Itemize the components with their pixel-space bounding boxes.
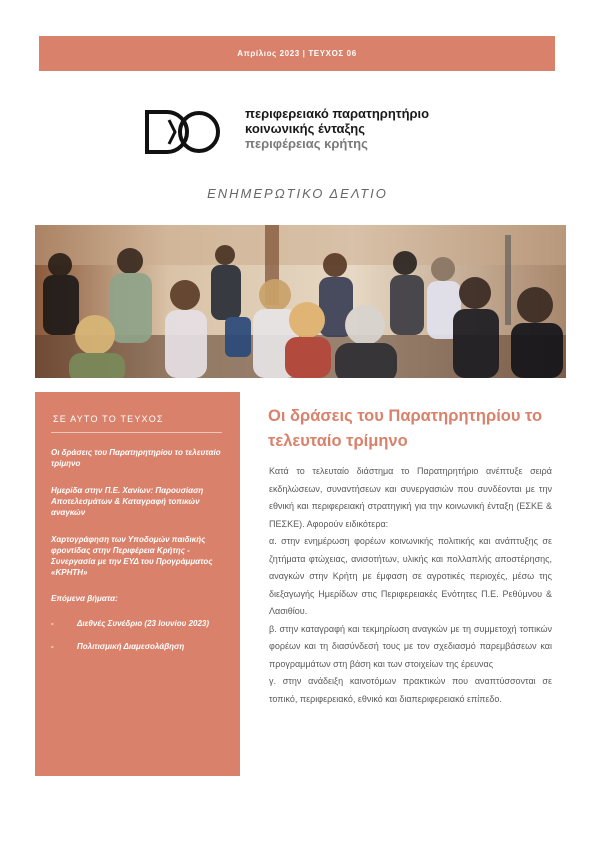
sidebar-item: Χαρτογράφηση των Υποδομών παιδικής φροντίδας στην Περιφέρεια Κρήτης - Συνεργασία με την ΕΥΔ του Προγράμματος «ΚΡΗΤΗ» — [51, 535, 213, 577]
article-title: Οι δράσεις του Παρατηρητηρίου το τελευταίο τρίμηνο — [268, 407, 543, 450]
bullet-dash-icon: - — [51, 642, 54, 651]
logo-text — [245, 106, 429, 151]
event-photo — [35, 225, 566, 378]
logo-line-3: περιφέρειας κρήτης — [245, 136, 368, 151]
logo-line-2: κοινωνικής ένταξης — [245, 121, 366, 136]
newsletter-subtitle: ΕΝΗΜΕΡΩΤΙΚΟ ΔΕΛΤΙΟ — [207, 186, 388, 201]
article-body — [269, 463, 552, 708]
issue-header-bar — [39, 36, 555, 71]
next-step-text: Πολιτισμική Διαμεσολάβηση — [77, 642, 185, 651]
sidebar-title: ΣΕ ΑΥΤΟ ΤΟ ΤΕΥΧΟΣ — [53, 414, 164, 424]
next-step-item — [51, 642, 222, 651]
bullet-dash-icon: - — [51, 619, 54, 628]
logo-mark-icon — [145, 110, 221, 154]
article-point-b: β. στην καταγραφή και τεκμηρίωση αναγκών με τη συμμετοχή τοπικών φορέων και τη διασύνδεσή τους με τον σχεδιασμό παρεμβάσεων και προγραμμάτων στη βάση και των στοιχείων της έρευνας — [269, 623, 552, 669]
issue-line: Απρίλιος 2023 | ΤΕΥΧΟΣ 06 — [237, 49, 357, 58]
sidebar-divider — [51, 432, 222, 433]
article-intro: Κατά το τελευταίο διάστημα το Παρατηρητήριο ανέπτυξε σειρά εκδηλώσεων, συναντήσεων και συνεργασιών που συνδέονται με την εθνική και περιφερειακή στρατηγική για την κοινωνική ένταξη (ΕΣΚΕ & ΠΕΣΚΕ). Αφορούν ειδικότερα: — [269, 466, 552, 529]
event-photo-image — [35, 225, 566, 378]
next-step-text: Διεθνές Συνέδριο (23 Ιουνίου 2023) — [77, 619, 210, 628]
article-point-c: γ. στην ανάδειξη καινοτόμων πρακτικών που αναπτύσσονται σε τοπικό, περιφερειακό, εθνικό και διαπεριφερειακό επίπεδο. — [269, 676, 552, 704]
in-this-issue-sidebar — [35, 392, 240, 776]
observatory-logo — [145, 104, 475, 162]
next-steps-label: Επόμενα βήματα: — [51, 594, 118, 603]
sidebar-item: Οι δράσεις του Παρατηρητηρίου το τελευταίο τρίμηνο — [51, 448, 221, 468]
next-step-item — [51, 619, 222, 628]
logo-line-1: περιφερειακό παρατηρητήριο — [245, 106, 430, 121]
article-point-a: α. στην ενημέρωση φορέων κοινωνικής πολιτικής και ανάπτυξης σε ζητήματα φτώχειας, ανισοτήτων, υλικής και πολλαπλής αποστέρησης, αναγκών στην Κρήτη με έμφαση σε αγροτικές περιοχές, μέσω της διεξαγωγής Ημερίδων στις Περιφερειακές Ενότητες Π.Ε. Ρεθύμνου & Λασιθίου. — [269, 536, 552, 616]
sidebar-item: Ημερίδα στην Π.Ε. Χανίων: Παρουσίαση Αποτελεσμάτων & Καταγραφή τοπικών αναγκών — [51, 486, 204, 517]
